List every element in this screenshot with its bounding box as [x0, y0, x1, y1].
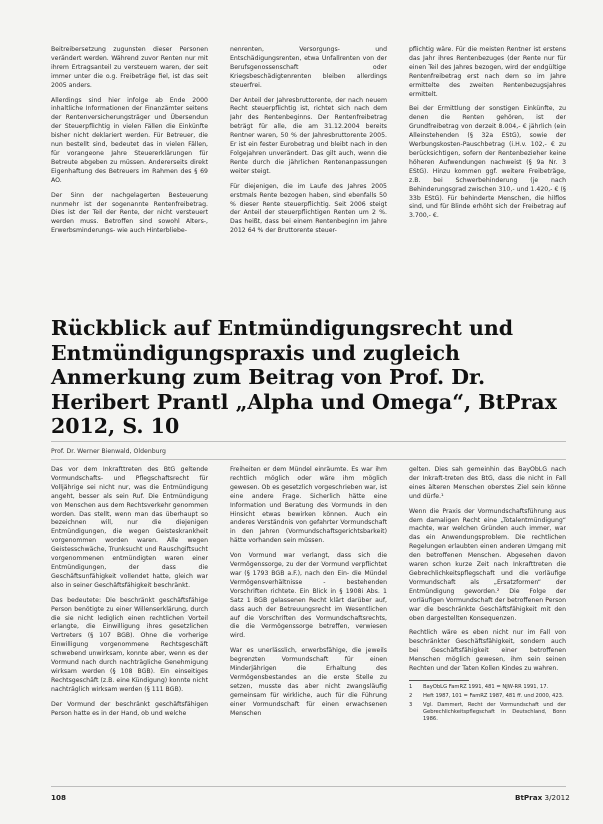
- footnote: [409, 702, 566, 723]
- top-column-3: [409, 46, 566, 270]
- article-author: Prof. Dr. Werner Bienwald, Oldenburg: [51, 448, 166, 455]
- footnote-text: Vgl. Dammert, Recht der Vormundschaft und der Gebrechlichkeitspflegschaft in Deutschland, Bonn 1986.: [423, 701, 566, 722]
- bottom-column-3: [409, 466, 566, 776]
- top-column-1: [51, 46, 208, 270]
- page-number: 108: [51, 793, 67, 802]
- paragraph: Von Vormund war verlangt, dass sich die Vermögenssorge, zu der der Vormund verpflichtet war (§ 1793 BGB a.F.), nach den Ein- die Mündel Vermögensverhältnisse - bestehenden Vorschriften richtete. Ein Blick in § 1908i Abs. 1 Satz 1 BGB gelassenen Recht klärt darüber auf, dass auch der Betreuungsrecht im Wesentlichen auf die Vorschriften des Vormundschaftsrechts, die die Vermögenssorge betreffen, verwiesen wird.: [230, 552, 387, 640]
- bottom-column-1: [51, 466, 208, 776]
- footnote-text: BayObLG FamRZ 1991, 481 = NJW-RR 1991, 17.: [423, 683, 549, 690]
- paragraph: Wenn die Praxis der Vormundschaftsführung aus dem damaligen Recht eine „Totalentmündigung“ machte, war welchen Gründen auch immer, war das ein Anwendungsproblem. Die rechtlichen Regelungen erlaubten einen anderen Umgang mit den betroffenen Menschen. Abgesehen davon waren schon kurze Zeit nach Inkrafttreten die Gebrechlichkeitspflegschaft und die vorläufige Vormundschaft als „Ersatzformen“ der Entmündigung geworden.² Die Folge der vorläufigen Vormundschaft der betroffenen Person war die beschränkte Geschäftsfähigkeit mit den oben dargestellten Konsequenzen.: [409, 507, 566, 622]
- paragraph: Allerdings sind hier infolge ab Ende 2000 inhaltliche Informationen der Finanzämter seitens der Rentenversicherungsträger und Übersendun der Steuerpflichtig in vielen Fällen die Einkünfte bisher nicht deklariert werden. Für Betreuer, die nun bestellt sind, bedeutet das in vielen Fällen, für vorangeone Jahre Steuererklärungen für Betreute abgeben zu müssen. Andererseits direkt Eigenhaftung des Betreuers im Rahmen des § 69 AO.: [51, 96, 208, 184]
- footnote: [409, 684, 566, 691]
- footer-divider: [51, 786, 566, 787]
- issue-number: 3/2012: [544, 793, 570, 802]
- divider: [51, 459, 566, 460]
- footnote-separator: [409, 680, 469, 681]
- paragraph: Der Vormund der beschränkt geschäftsfähigen Person hatte es in der Hand, ob und welche: [51, 700, 208, 717]
- journal-issue: [515, 793, 570, 802]
- article-title: Rückblick auf Entmündigungsrecht und Entmündigungspraxis und zugleich Anmerkung zum Beitrag von Prof. Dr. Heribert Prantl „Alpha und Omega“, BtPrax 2012, S. 10: [51, 316, 557, 438]
- journal-name: BtPrax: [515, 793, 543, 802]
- paragraph: Für diejenigen, die im Laufe des Jahres 2005 erstmals Rente bezogen haben, sind ebenfalls 50 % dieser Rente steuerpflichtig. Seit 2006 steigt der Anteil der steuerpflichtigen Renten um 2 %. Das heißt, dass bei einem Rentenbeginn im Jahre 2012 64 % der Bruttorente steuer-: [230, 182, 387, 235]
- paragraph: War es unerlässlich, erwerbsfähige, die jeweils begrenzten Vormundschaft für einen Minderjährigen die Erhaltung des Vermögensbestandes an die erste Stelle zu setzen, musste das aber nicht zwangsläufig gemeinsam für wirkliche, auch für die Führung einer Vormundschaft für einen erwachsenen Menschen: [230, 647, 387, 717]
- paragraph: nenrenten, Versorgungs- und Entschädigungsrenten, etwa Unfallrenten von der Berufsgenossenschaft oder Kriegsbeschädigtenrenten bleiben allerdings steuerfrei.: [230, 46, 387, 89]
- paragraph: Das vor dem Inkrafttreten des BtG geltende Vormundschafts- und Pflegschaftsrecht für Volljährige sei nicht nur, was die Entmündigung angeht, besser als sein Ruf. Die Entmündigung von Menschen aus dem Rechtsverkehr genommen worden. Das stellt, wenn man das überhaupt so bezeichnen will, nur die diejenigen Entmündigungen, die wegen Geisteskrankheit vorgenommen worden waren. Alle wegen Geistesschwäche, Trunksucht und Rauschgiftsucht vorgenommenen entmündigten waren einer Entmündigungen, der dass die Geschäftsunfähigkeit vollendet hatte, gleich war also in seiner Geschäftsfähigkeit beschränkt.: [51, 466, 208, 589]
- divider: [51, 441, 566, 442]
- footnote-number: 3: [409, 701, 413, 708]
- top-column-2: [230, 46, 387, 270]
- bottom-column-2: [230, 466, 387, 776]
- paragraph: Der Sinn der nachgelagerten Besteuerung nunmehr ist der sogenannte Rentenfreibetrag. Dies ist der Teil der Rente, der nicht versteuert werden muss. Betroffen sind sowohl Alters-, Erwerbsminderungs- wie auch Hinterbliebe-: [51, 191, 208, 235]
- paragraph: Freiheiten er dem Mündel einräumte. Es war ihm rechtlich möglich oder wäre ihm möglich gewesen. Ob es gesetzlich vorgeschrieben war, ist eine andere Frage. Sicherlich hätte eine Information und Beratung des Vormunds in den Hinsicht etwas bewirken können. Auch ein anderes Verständnis von gefahrter Vormundschaft in den Jahren (Vormundschaftsgerichtsbarkeit) hätte vorhanden sein müssen.: [230, 466, 387, 545]
- footnote-text: Heft 1987, 101 = FamRZ 1987, 481 ff. und 2000, 423.: [423, 692, 564, 699]
- paragraph: pflichtig wäre. Für die meisten Rentner ist erstens das Jahr ihres Rentenbezuges (der Rente nur für einen Teil des Jahres bezogen, wird der endgültige Rentenfreibetrag erst nach dem so im Jahre ermittelte des zweiten Rentenbezugsjahres ermittelt.: [409, 46, 566, 98]
- paragraph: gelten. Dies sah gemeinhin das BayObLG nach der Inkraft-treten des BtG, dass die nicht in Fall eines älteren Menschen oberstes Ziel sein könne und dürfe.¹: [409, 466, 566, 500]
- paragraph: Der Anteil der Jahresbruttorente, der nach neuem Recht steuerpflichtig ist, richtet sich nach dem Jahr des Rentenbeginns. Der Rentenfreibetrag beträgt für alle, die am 31.12.2004 bereits Rentner waren, 50 % der Jahresbruttorente 2005. Er ist ein fester Eurobetrag und bleibt nach in den Folgejahren unverändert. Das gilt auch, wenn die Rente durch die jährlichen Rentenanpassungen weiter steigt.: [230, 96, 387, 175]
- paragraph: Rechtlich wäre es eben nicht nur im Fall von beschränkter Geschäftsfähigkeit, sondern auch bei Geschäftsfähigkeit einer betroffenen Menschen möglich gewesen, ihm sein seinen Rechten und der Taten Kollen Kindes zu wahren.: [409, 629, 566, 673]
- footnote-number: 1: [409, 683, 413, 690]
- footnote: [409, 693, 566, 700]
- footnote-number: 2: [409, 692, 413, 699]
- paragraph: Beitreibersetzung zugunsten dieser Personen verändert werden. Während zuvor Renten nur mit ihrem Ertragsanteil zu versteuern waren, der seit immer unter die o.g. Freibeträge fiel, ist das seit 2005 anders.: [51, 46, 208, 89]
- paragraph: Bei der Ermittlung der sonstigen Einkünfte, zu denen die Renten gehören, ist der Grundfreibetrag von derzeit 8.004,- € jährlich (ein Alleinstehenden (§ 32a EStG), sowie der Werbungskosten-Pauschbetrag (i.H.v. 102,- € zu berücksichtigen, sofern der Rentenbezieher keine höheren Aufwendungen nachweist (§ 9a Nr. 3 EStG). Hinzu kommen ggf. weitere Freibeträge, z.B. bei Schwerbehinderung (je nach Behinderungsgrad zwischen 310,- und 1.420,- € (§ 33b EStG). Für behinderte Menschen, die hilflos sind, und für Blinde erhöht sich der Freibetrag auf 3.700,- €.: [409, 105, 566, 220]
- paragraph: Das bedeutete: Die beschränkt geschäftsfähige Person benötigte zu einer Willenserklärung, durch die sie nicht lediglich einen rechtlichen Vorteil erlangte, die Einwilligung ihres gesetzlichen Vertreters (§ 107 BGB). Ohne die vorherige Einwilligung vorgenommene Rechtsgeschäft schwebend unwirksam, konnte aber, wenn es der Vormund nach durch nachträgliche Genehmigung wirksam werden (§ 108 BGB). Ein einseitiges Rechtsgeschäft (z.B. eine Kündigung) konnte nicht nachträglich wirksam werden (§ 111 BGB).: [51, 596, 208, 693]
